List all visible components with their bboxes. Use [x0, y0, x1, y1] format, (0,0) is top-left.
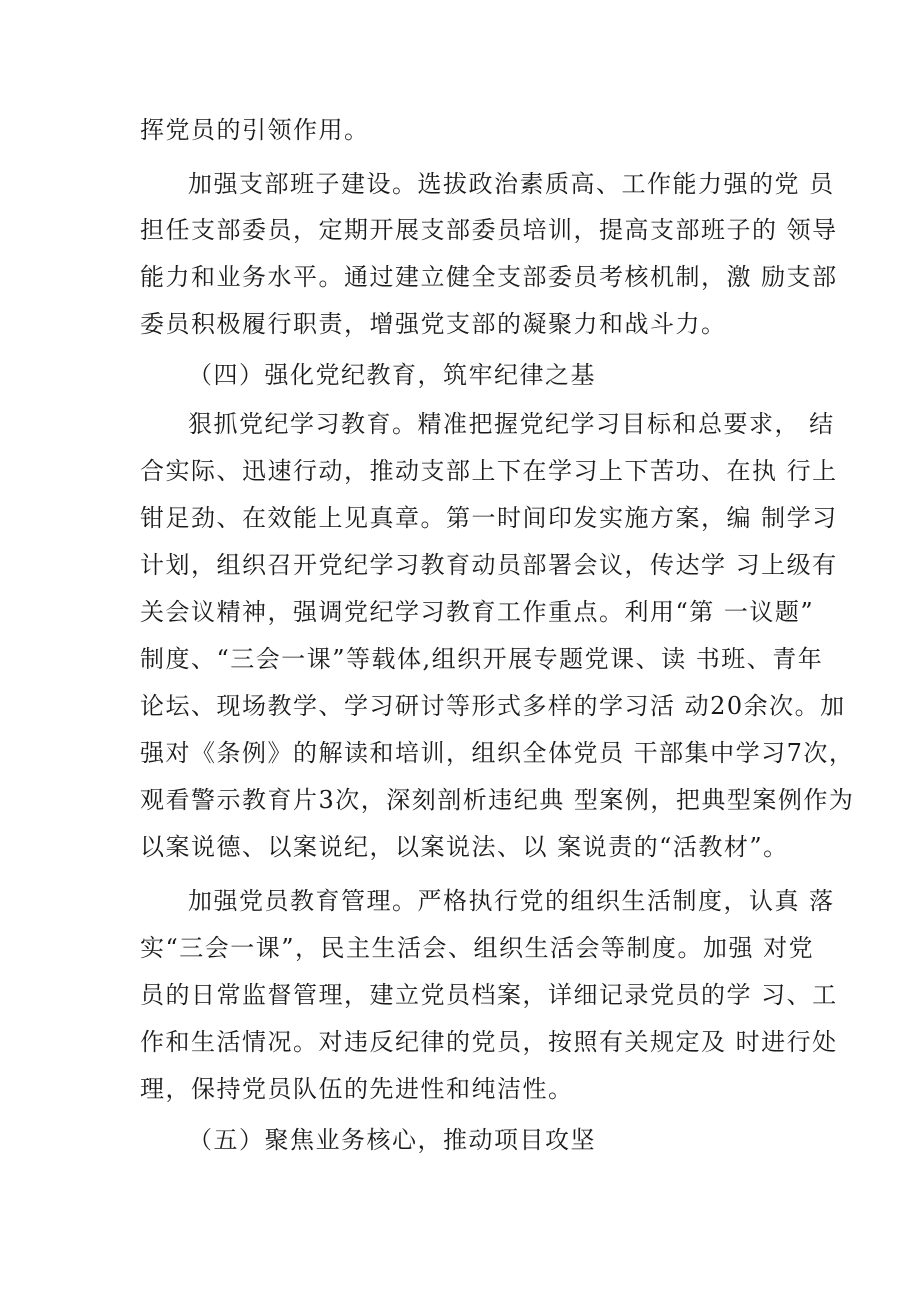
paragraph-line: 委员积极履行职责，增强党支部的凝聚力和战斗力。: [140, 310, 727, 338]
section-heading: （五）聚焦业务核心，推动项目攻坚: [188, 1126, 596, 1154]
paragraph-line: 计划，组织召开党纪学习教育动员部署会议，传达学 习上级有: [140, 551, 838, 579]
paragraph-line: 关会议精神，强调党纪学习教育工作重点。利用“第 一议题”: [140, 598, 815, 626]
paragraph-line: 论坛、现场教学、学习研讨等形式多样的学习活 动20余次。加: [140, 692, 846, 720]
paragraph-line: 合实际、迅速行动，推动支部上下在学习上下苦功、在执 行上: [140, 457, 838, 485]
paragraph-line: 能力和业务水平。通过建立健全支部委员考核机制，激 励支部: [140, 263, 838, 291]
paragraph-line: 观看警示教育片3次，深刻剖析违纪典 型案例，把典型案例作为: [140, 786, 855, 814]
paragraph-line: 作和生活情况。对违反纪律的党员，按照有关规定及 时进行处: [140, 1028, 838, 1056]
paragraph-line: 理，保持党员队伍的先进性和纯洁性。: [140, 1075, 574, 1103]
paragraph-line: 钳足劲、在效能上见真章。第一时间印发实施方案，编 制学习: [140, 504, 838, 532]
paragraph-line: 制度、“三会一课”等载体,组织开展专题党课、读 书班、青年: [140, 645, 824, 673]
paragraph-line: 挥党员的引领作用。: [140, 116, 370, 144]
paragraph-line: 担任支部委员，定期开展支部委员培训，提高支部班子的 领导: [140, 216, 838, 244]
paragraph-line: 狠抓党纪学习教育。精准把握党纪学习目标和总要求， 结: [188, 410, 835, 438]
section-heading: （四）强化党纪教育，筑牢纪律之基: [188, 361, 596, 389]
paragraph-line: 强对《条例》的解读和培训，组织全体党员 干部集中学习7次，: [140, 739, 855, 767]
paragraph-line: 员的日常监督管理，建立党员档案，详细记录党员的学 习、工: [140, 981, 838, 1009]
paragraph-line: 加强支部班子建设。选拔政治素质高、工作能力强的党 员: [188, 170, 835, 198]
paragraph-line: 加强党员教育管理。严格执行党的组织生活制度，认真 落: [188, 887, 835, 915]
paragraph-line: 实“三会一课”，民主生活会、组织生活会等制度。加强 对党: [140, 934, 815, 962]
paragraph-line: 以案说德、以案说纪，以案说法、以 案说责的“活教材”。: [140, 833, 789, 861]
